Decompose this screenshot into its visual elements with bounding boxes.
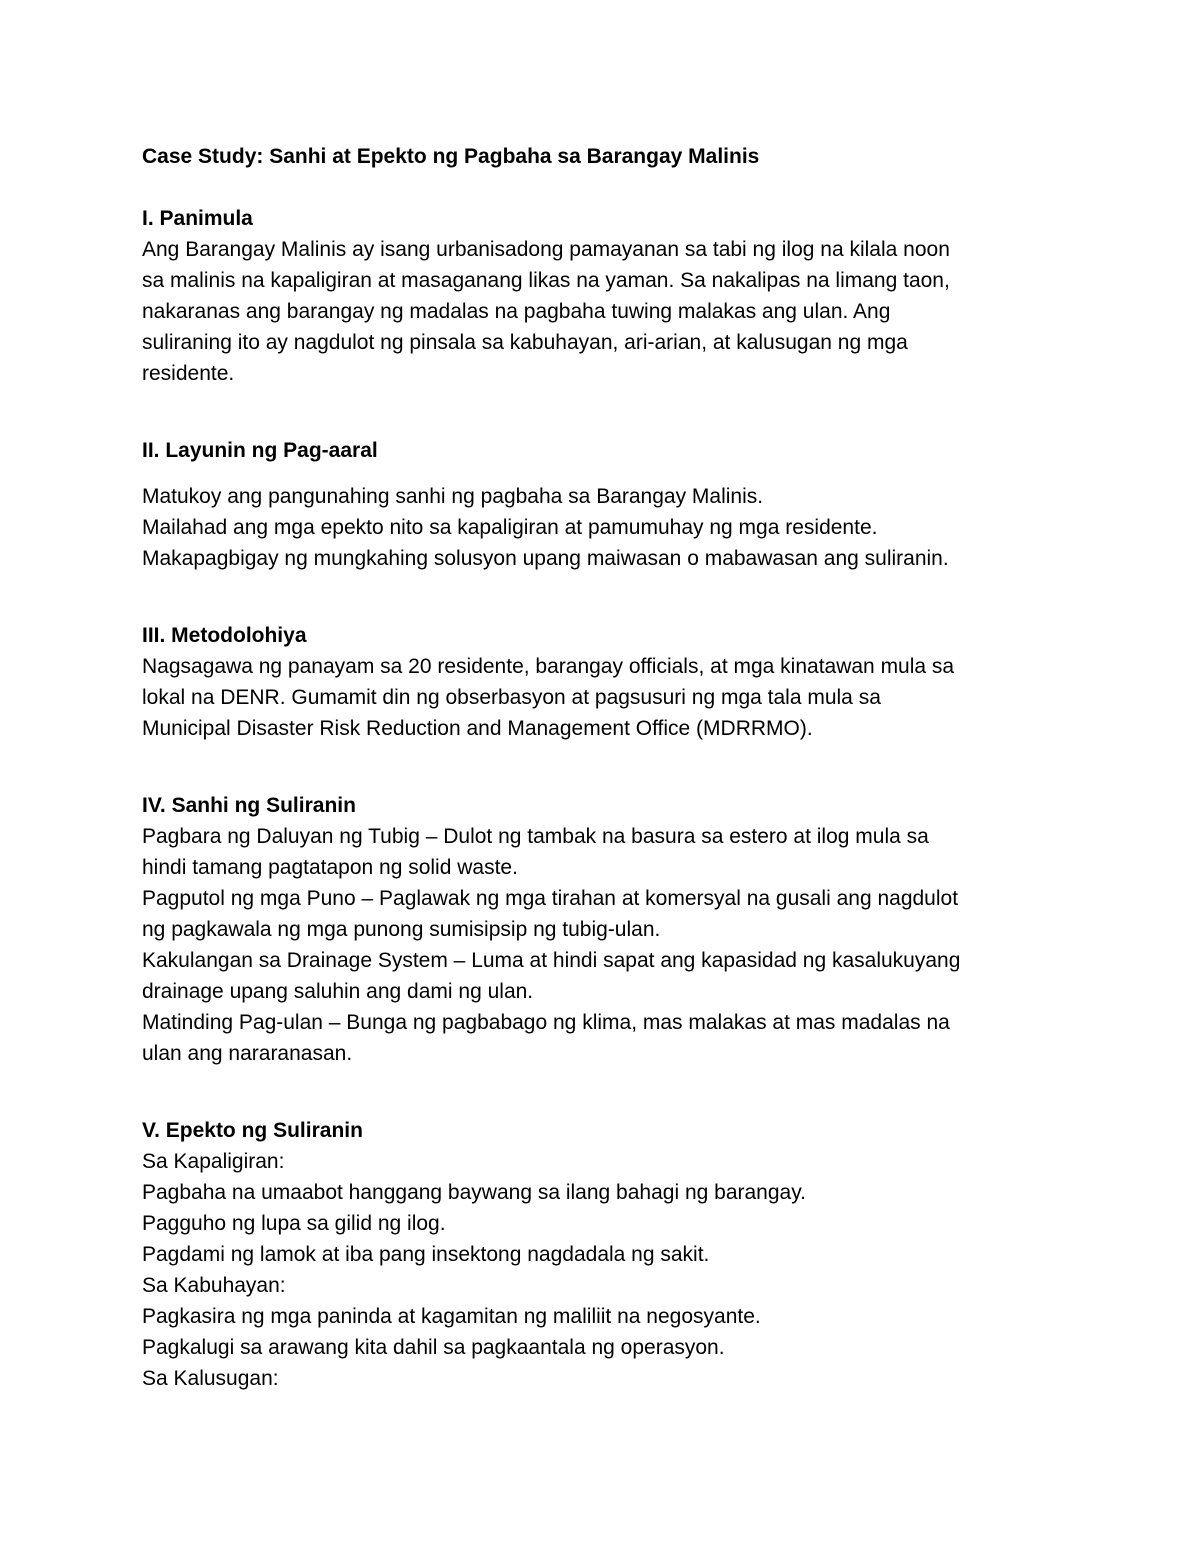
effect-category: Sa Kalusugan: <box>142 1367 279 1390</box>
spacer <box>142 1069 1082 1115</box>
section-heading: II. Layunin ng Pag-aaral <box>142 439 378 462</box>
spacer <box>142 389 1082 435</box>
cause-line: ng pagkawala ng mga punong sumisipsip ng tubig-ulan. <box>142 918 661 941</box>
cause-line: Matinding Pag-ulan – Bunga ng pagbabago ng klima, mas malakas at mas madalas na <box>142 1011 950 1034</box>
cause-line: Pagputol ng mga Puno – Paglawak ng mga tirahan at komersyal na gusali ang nagdulot <box>142 887 959 910</box>
objective-item: Mailahad ang mga epekto nito sa kapaligiran at pamumuhay ng mga residente. <box>142 516 878 539</box>
section-metodolohiya <box>142 620 1082 744</box>
paragraph-line: suliraning ito ay nagdulot ng pinsala sa kabuhayan, ari-arian, at kalusugan ng mga <box>142 331 908 354</box>
paragraph-line: lokal na DENR. Gumamit din ng obserbasyon at pagsusuri ng mga tala mula sa <box>142 686 881 709</box>
spacer <box>142 466 1082 481</box>
effect-item: Pagguho ng lupa sa gilid ng ilog. <box>142 1212 446 1235</box>
effect-category: Sa Kapaligiran: <box>142 1150 285 1173</box>
effect-item: Pagkalugi sa arawang kita dahil sa pagkaantala ng operasyon. <box>142 1336 725 1359</box>
paragraph-line: residente. <box>142 362 235 385</box>
paragraph-line: nakaranas ang barangay ng madalas na pagbaha tuwing malakas ang ulan. Ang <box>142 300 891 323</box>
section-heading: I. Panimula <box>142 207 253 230</box>
paragraph-line: Nagsagawa ng panayam sa 20 residente, barangay officials, at mga kinatawan mula sa <box>142 655 955 678</box>
cause-line: Kakulangan sa Drainage System – Luma at hindi sapat ang kapasidad ng kasalukuyang <box>142 949 961 972</box>
section-layunin <box>142 435 1082 574</box>
document-title: Case Study: Sanhi at Epekto ng Pagbaha sa Barangay Malinis <box>142 145 760 168</box>
section-heading: III. Metodolohiya <box>142 624 307 647</box>
section-heading: V. Epekto ng Suliranin <box>142 1119 363 1142</box>
cause-line: ulan ang nararanasan. <box>142 1042 353 1065</box>
document-page <box>142 141 1082 1394</box>
paragraph-line: Ang Barangay Malinis ay isang urbanisadong pamayanan sa tabi ng ilog na kilala noon <box>142 238 950 261</box>
cause-line: hindi tamang pagtatapon ng solid waste. <box>142 856 518 879</box>
section-epekto <box>142 1115 1082 1394</box>
effect-item: Pagdami ng lamok at iba pang insektong nagdadala ng sakit. <box>142 1243 710 1266</box>
section-heading: IV. Sanhi ng Suliranin <box>142 794 356 817</box>
cause-line: drainage upang saluhin ang dami ng ulan. <box>142 980 534 1003</box>
objective-item: Makapagbigay ng mungkahing solusyon upang maiwasan o mabawasan ang suliranin. <box>142 547 949 570</box>
effect-category: Sa Kabuhayan: <box>142 1274 286 1297</box>
objective-item: Matukoy ang pangunahing sanhi ng pagbaha sa Barangay Malinis. <box>142 485 764 508</box>
paragraph-line: sa malinis na kapaligiran at masaganang likas na yaman. Sa nakalipas na limang taon, <box>142 269 950 292</box>
effect-item: Pagkasira ng mga paninda at kagamitan ng maliliit na negosyante. <box>142 1305 761 1328</box>
section-sanhi <box>142 790 1082 1069</box>
spacer <box>142 574 1082 620</box>
cause-line: Pagbara ng Daluyan ng Tubig – Dulot ng tambak na basura sa estero at ilog mula sa <box>142 825 929 848</box>
spacer <box>142 744 1082 790</box>
effect-item: Pagbaha na umaabot hanggang baywang sa ilang bahagi ng barangay. <box>142 1181 806 1204</box>
paragraph-line: Municipal Disaster Risk Reduction and Management Office (MDRRMO). <box>142 717 813 740</box>
section-panimula <box>142 203 1082 389</box>
